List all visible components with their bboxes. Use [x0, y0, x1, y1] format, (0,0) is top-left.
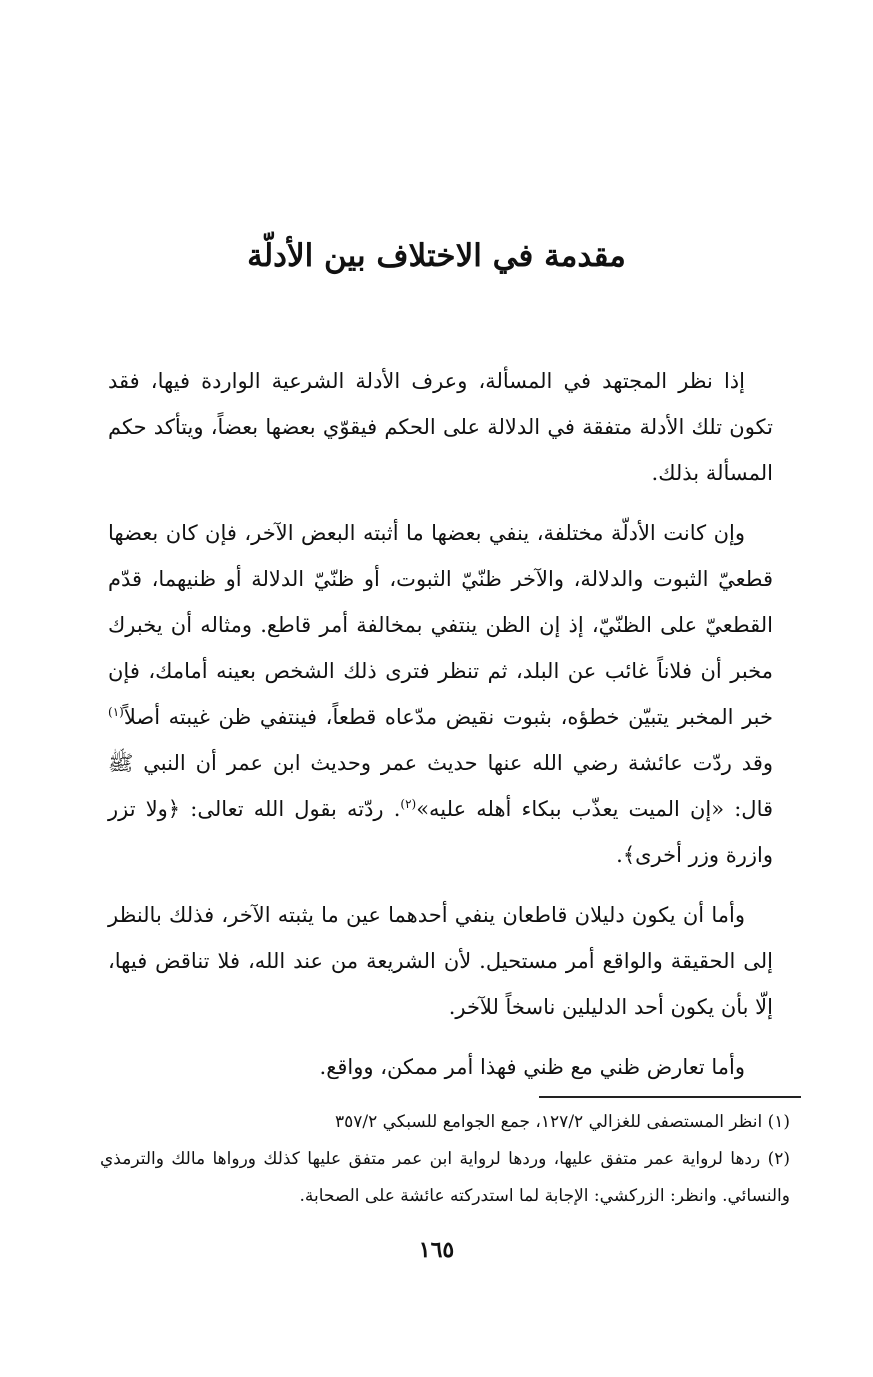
paragraph-4: وأما تعارض ظني مع ظني فهذا أمر ممكن، وواقع. [319, 1055, 745, 1079]
footnote-1: (١) انظر المستصفى للغزالي ١٢٧/٢، جمع الجوامع للسبكي ٣٥٧/٢ [334, 1112, 790, 1132]
footnote-divider [539, 1096, 801, 1098]
paragraph-2-part-2: وقد ردّت عائشة رضي الله عنها حديث عمر وحديث ابن عمر أن النبي ﷺ قال: «إن الميت يعذّب ببكاء أهله عليه» [108, 751, 774, 821]
main-text [108, 358, 773, 1104]
footnote-ref-1: (١) [108, 705, 124, 719]
paragraph-3: وأما أن يكون دليلان قاطعان ينفي أحدهما عين ما يثبته الآخر، فذلك بالنظر إلى الحقيقة والواقع أمر مستحيل. لأن الشريعة من عند الله، فلا تناقض فيها، إلّا بأن يكون أحد الدليلين ناسخاً للآخر. [108, 903, 773, 1019]
paragraph-2 [108, 510, 773, 878]
footnotes [100, 1104, 790, 1215]
footnote-2: (٢) ردها لرواية عمر متفق عليها، وردها لرواية ابن عمر متفق عليها كذلك ورواها مالك والترمذي والنسائي. وانظر: الزركشي: الإجابة لما استدركته عائشة على الصحابة. [100, 1149, 790, 1206]
chapter-title: مقدمة في الاختلاف بين الأدلّة [247, 238, 626, 274]
paragraph-2-part-1: وإن كانت الأدلّة مختلفة، ينفي بعضها ما أثبته البعض الآخر، فإن كان بعضها قطعيّ الثبوت والدلالة، والآخر ظنّيّ الثبوت، أو ظنّيّ الدلالة أو ظنيهما، قدّم القطعيّ على الظنّيّ، إذ إن الظن ينتفي بمخالفة أمر قاطع. ومثاله أن يخبرك مخبر أن فلاناً غائب عن البلد، ثم تنظر فترى ذلك الشخص بعينه أمامك، فإن خبر المخبر يتبيّن خطؤه، بثبوت نقيض مدّعاه قطعاً، فينتفي ظن غيبته أصلاً [108, 521, 773, 729]
page-number: ١٦٥ [418, 1237, 455, 1263]
paragraph-2-part-3: . ردّته بقول الله تعالى: ﴿ولا تزر وازرة وزر أخرى﴾. [108, 797, 773, 867]
paragraph-1: إذا نظر المجتهد في المسألة، وعرف الأدلة الشرعية الواردة فيها، فقد تكون تلك الأدلة متفقة في الدلالة على الحكم فيقوّي بعضها بعضاً، ويتأكد حكم المسألة بذلك. [108, 369, 773, 485]
footnote-ref-2: (٢) [400, 797, 417, 811]
